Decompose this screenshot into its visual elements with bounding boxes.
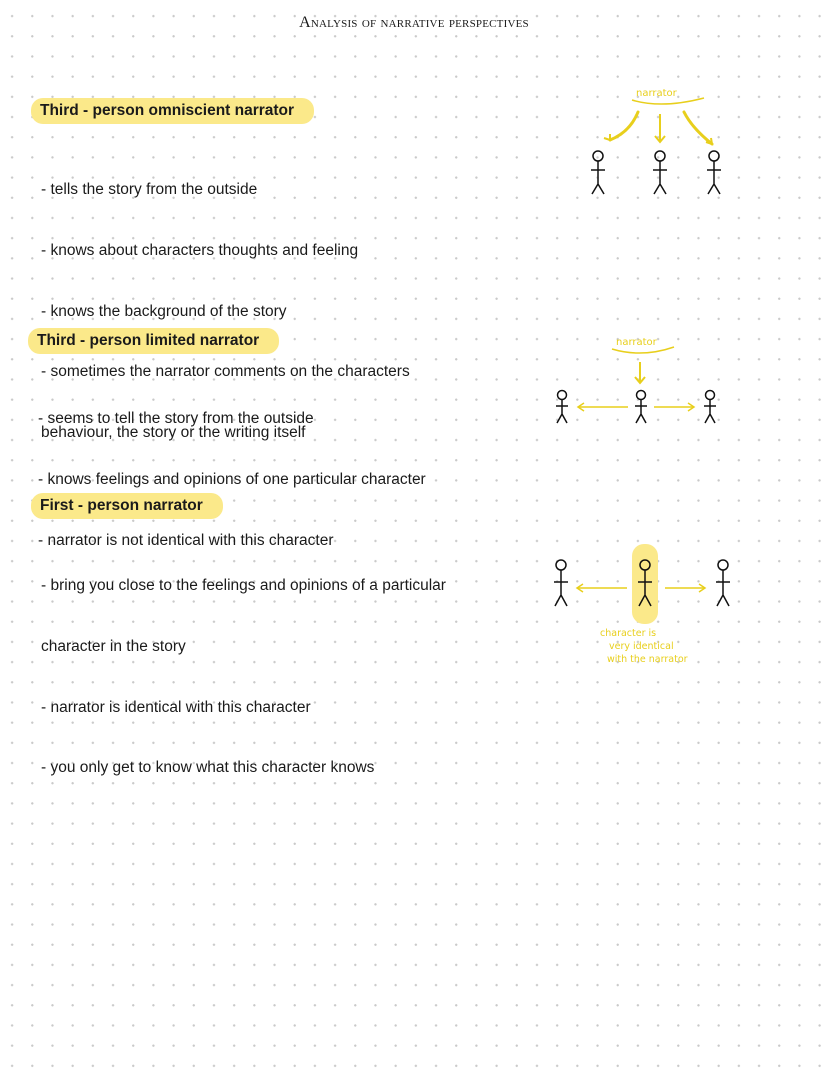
text-line: - you only get to know what this character knows — [41, 759, 375, 777]
narrator-label: narrator — [616, 337, 657, 348]
text-line: - knows the background of the story — [41, 302, 287, 320]
stick-figure — [716, 560, 730, 606]
stick-figure — [704, 391, 716, 424]
text-line: - knows feelings and opinions of one particular character — [38, 471, 426, 489]
narrator-label: narrator — [636, 88, 677, 99]
text-line: behaviour, the story or the writing itself — [41, 423, 306, 441]
omniscient-sketch — [580, 80, 740, 210]
character-note: character is — [600, 628, 657, 639]
text-line: character in the story — [41, 638, 186, 656]
stick-figure — [556, 391, 568, 424]
stick-figure — [635, 391, 647, 424]
arrow-left — [610, 112, 638, 140]
text-line: - bring you close to the feelings and opinions of a particular — [41, 577, 446, 595]
limited-sketch — [550, 330, 730, 430]
page-title: Analysis of narrative perspectives — [299, 14, 529, 31]
section-first-person-body — [41, 536, 446, 799]
stick-figure — [707, 151, 721, 194]
text-line: - tells the story from the outside — [41, 181, 258, 199]
arrow-right — [684, 112, 712, 144]
text-line: - knows about characters thoughts and feeling — [41, 242, 359, 260]
stick-figure — [653, 151, 667, 194]
stick-figure — [591, 151, 605, 194]
text-line: - sometimes the narrator comments on the characters — [41, 363, 410, 381]
first-person-sketch — [545, 540, 745, 675]
section-limited-heading: Third - person limited narrator — [28, 328, 279, 354]
section-first-person-heading: First - person narrator — [31, 493, 223, 519]
text-line: - narrator is not identical with this character — [38, 531, 334, 549]
character-note: with the narrator — [607, 654, 688, 665]
section-omniscient-heading: Third - person omniscient narrator — [31, 98, 314, 124]
text-line: - narrator is identical with this character — [41, 698, 311, 716]
character-note: very identical — [609, 641, 674, 652]
stick-figure — [554, 560, 568, 606]
text-line: - seems to tell the story from the outside — [38, 410, 314, 428]
